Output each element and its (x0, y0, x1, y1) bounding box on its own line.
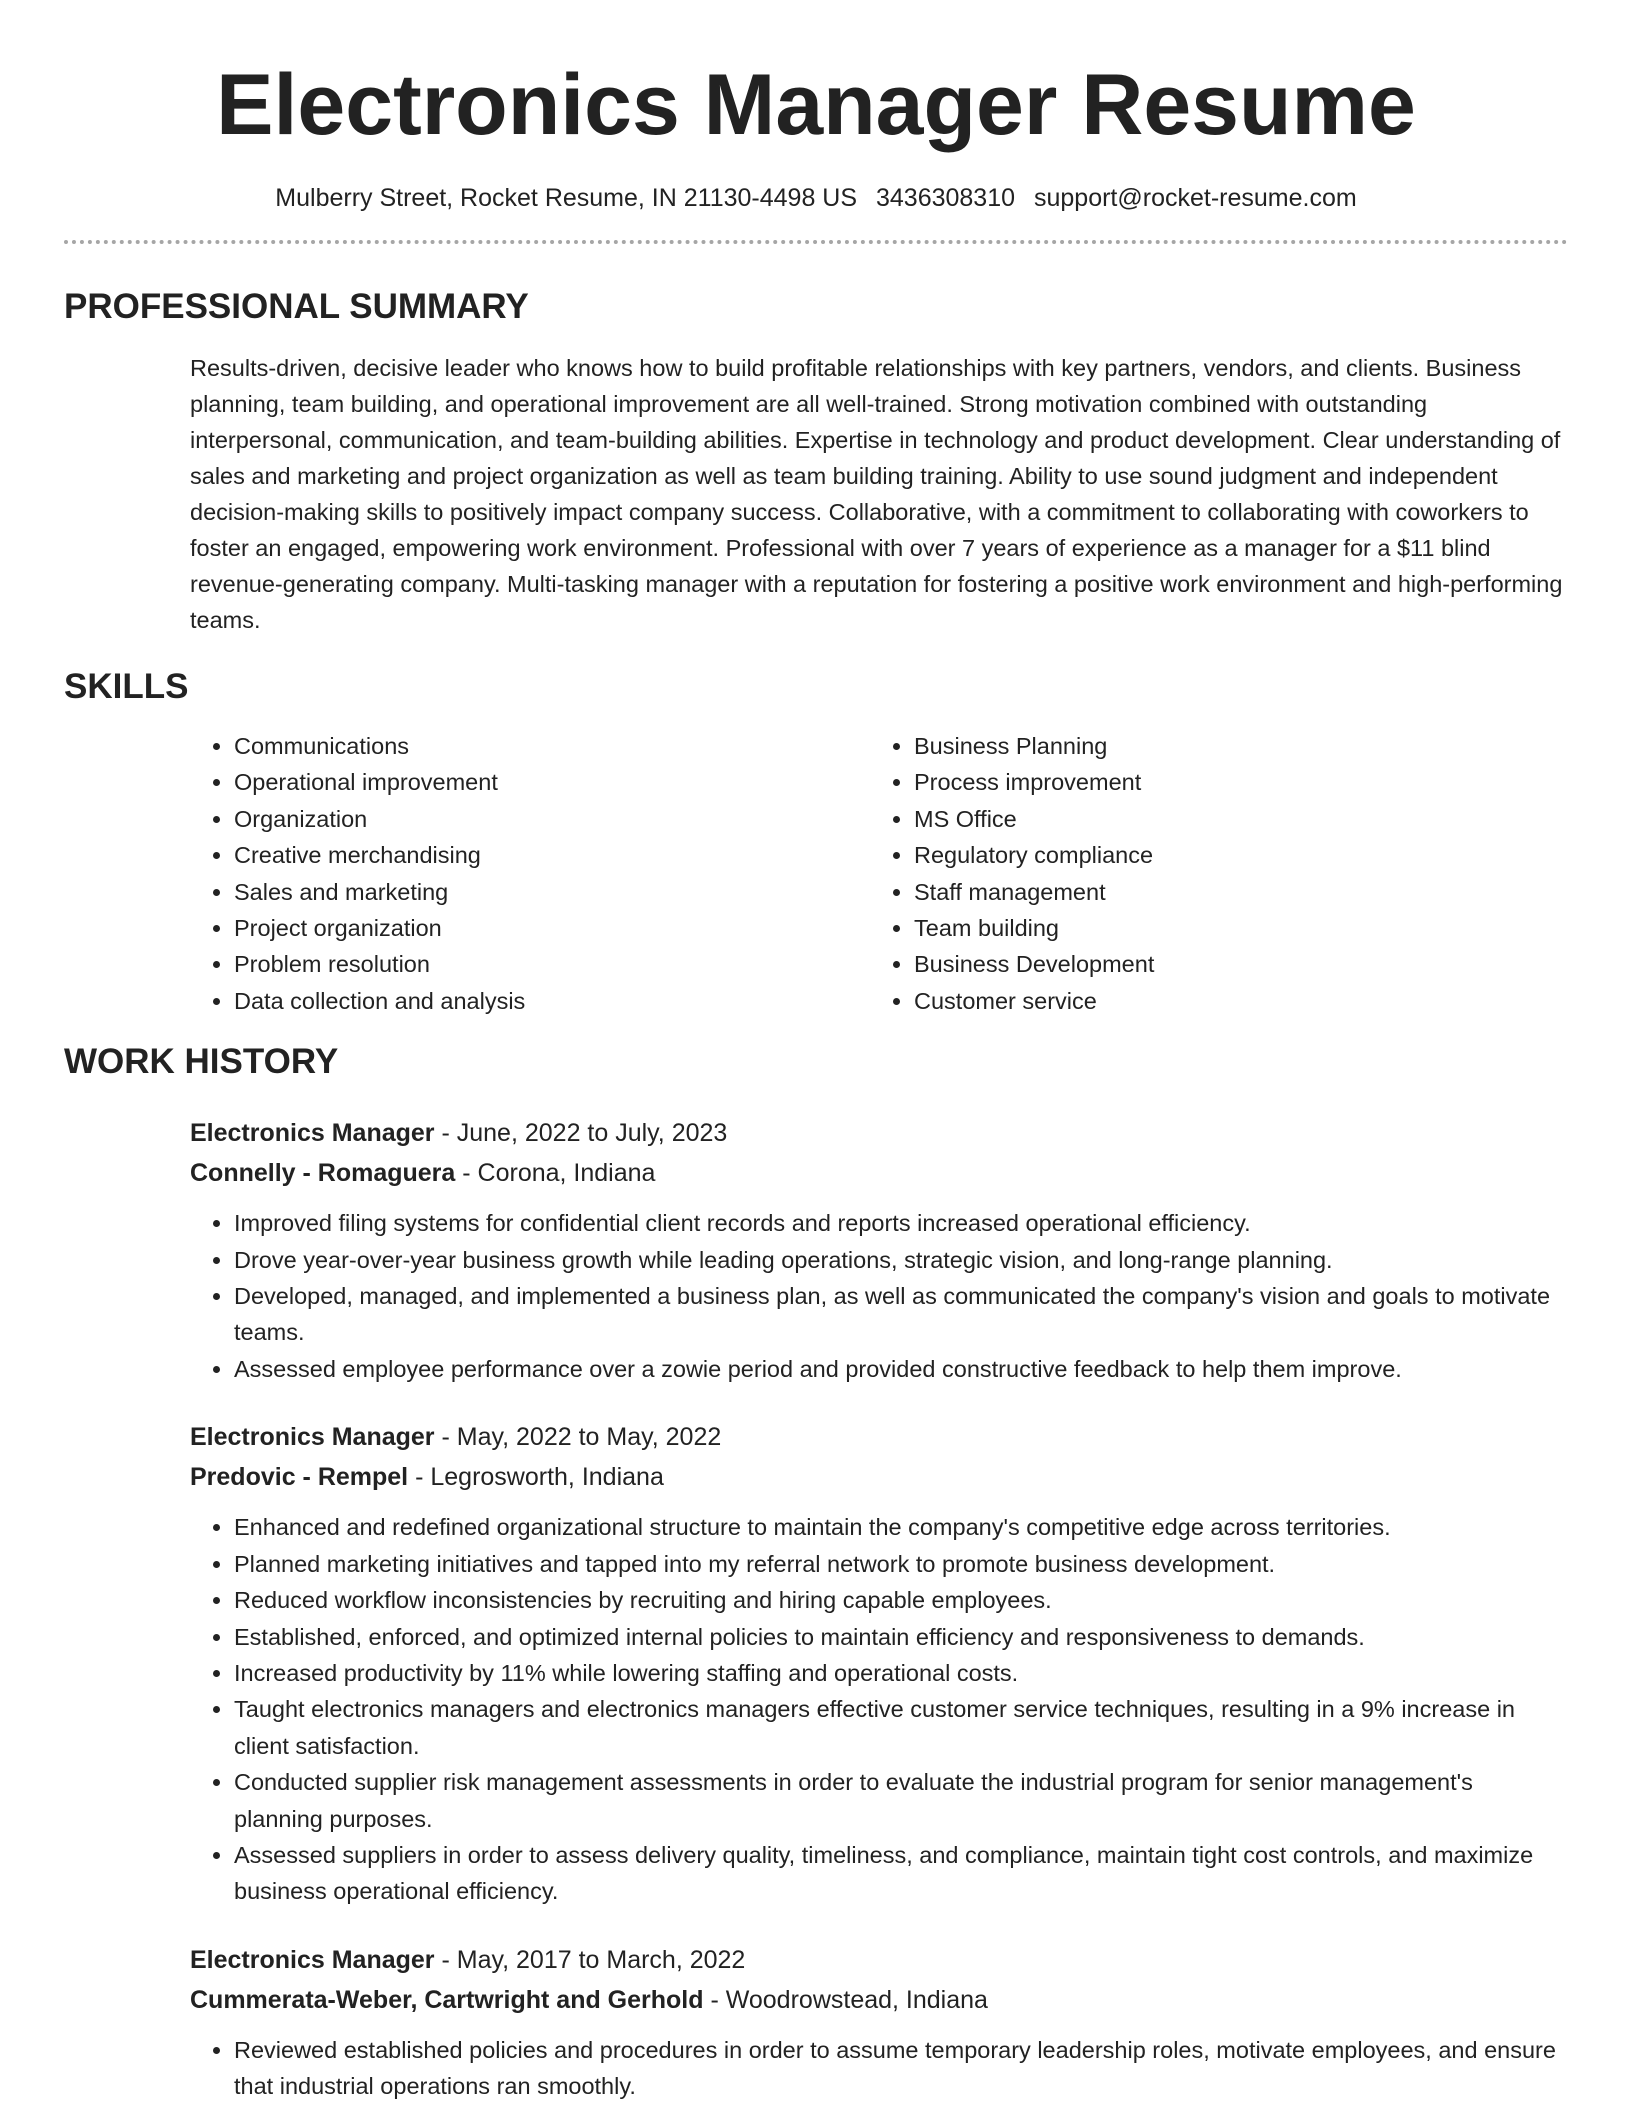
section-title-skills: SKILLS (64, 667, 189, 706)
contact-email: support@rocket-resume.com (1033, 184, 1357, 212)
job-bullet: • Drove year-over-year business growth while leading operations, strategic vision, and long-range planning. (234, 1242, 1568, 1278)
job-company-line (190, 1457, 1568, 1497)
skill-item: • Sales and marketing (234, 874, 870, 910)
skill-item: • Organization (234, 801, 870, 837)
skills-column-left (190, 728, 870, 1019)
job-bullets (190, 1205, 1568, 1387)
job-bullet: • Improved filing systems for confidential client records and reports increased operational efficiency. (234, 1205, 1568, 1241)
job-location: - Woodrowstead, Indiana (703, 1985, 988, 2014)
job-entry (190, 1113, 1568, 1387)
skills-list (190, 728, 1568, 1019)
skill-item: • Problem resolution (234, 946, 870, 982)
job-bullet: • Planned marketing initiatives and tapped into my referral network to promote business development. (234, 1546, 1568, 1582)
job-role: Electronics Manager (190, 1119, 435, 1148)
job-role: Electronics Manager (190, 1945, 435, 1974)
job-company: Predovic - Rempel (190, 1463, 409, 1492)
job-bullets (190, 1509, 1568, 1909)
job-title-line (190, 1940, 1568, 1980)
skill-item: • Business Planning (914, 728, 1514, 764)
skill-item: • Operational improvement (234, 764, 870, 800)
skill-item: • Team building (914, 910, 1514, 946)
skill-item: • Regulatory compliance (914, 837, 1514, 873)
contact-phone: 3436308310 (875, 184, 1016, 212)
job-company: Connelly - Romaguera (190, 1159, 456, 1188)
job-bullet: • Increased productivity by 11% while lowering staffing and operational costs. (234, 1655, 1568, 1691)
job-location: - Corona, Indiana (455, 1159, 656, 1188)
skill-item: • Creative merchandising (234, 837, 870, 873)
job-dates: - May, 2017 to March, 2022 (434, 1945, 746, 1974)
job-bullet: • Developed, managed, and implemented a business plan, as well as communicated the company's vision and goals to motivate teams. (234, 1278, 1568, 1351)
job-bullet: • Assessed suppliers in order to assess delivery quality, timeliness, and compliance, maintain tight cost controls, and maximize business operational efficiency. (234, 1837, 1568, 1910)
job-role: Electronics Manager (190, 1423, 435, 1452)
job-bullet: • Reviewed established policies and procedures in order to assume temporary leadership roles, motivate employees, and ensure that industrial operations ran smoothly. (234, 2032, 1568, 2105)
job-title-line (190, 1113, 1568, 1153)
skill-item: • Business Development (914, 946, 1514, 982)
job-title-line (190, 1417, 1568, 1457)
header-divider (64, 240, 1568, 244)
job-dates: - June, 2022 to July, 2023 (434, 1119, 728, 1148)
skills-column-right (870, 728, 1514, 1019)
job-dates: - May, 2022 to May, 2022 (434, 1423, 722, 1452)
job-entry (190, 1417, 1568, 1909)
skill-item: • Communications (234, 728, 870, 764)
skill-item: • Process improvement (914, 764, 1514, 800)
summary-paragraph: Results-driven, decisive leader who knows how to build profitable relationships with key partners, vendors, and clients. Business planning, team building, and operational improvement are all well-trained. Strong motivation combined with outstanding interpersonal, communication, and team-building abilities. Expertise in technology and product development. Clear understanding of sales and marketing and project organization as well as team building training. Ability to use sound judgment and independent decision-making skills to positively impact company success. Collaborative, with a commitment to collaborating with coworkers to foster an engaged, empowering work environment. Professional with over 7 years of experience as a manager for a $11 blind revenue-generating company. Multi-tasking manager with a reputation for fostering a positive work environment and high-performing teams. (190, 355, 1563, 633)
job-bullet: • Established, enforced, and optimized internal policies to maintain efficiency and responsiveness to demands. (234, 1619, 1568, 1655)
section-title-summary: PROFESSIONAL SUMMARY (64, 287, 529, 326)
skill-item: • Customer service (914, 983, 1514, 1019)
skill-item: • MS Office (914, 801, 1514, 837)
skill-item: • Data collection and analysis (234, 983, 870, 1019)
section-title-work-history: WORK HISTORY (64, 1042, 339, 1082)
job-bullet: • Conducted supplier risk management assessments in order to evaluate the industrial program for senior management's planning purposes. (234, 1764, 1568, 1837)
skill-item: • Staff management (914, 874, 1514, 910)
job-company: Cummerata-Weber, Cartwright and Gerhold (190, 1985, 704, 2014)
skill-item: • Project organization (234, 910, 870, 946)
job-bullets (190, 2032, 1568, 2105)
job-bullet: • Taught electronics managers and electronics managers effective customer service techniques, resulting in a 9% increase in client satisfaction. (234, 1691, 1568, 1764)
contact-line (64, 182, 1568, 214)
contact-address: Mulberry Street, Rocket Resume, IN 21130-4498 US (275, 184, 858, 212)
job-entry (190, 1940, 1568, 2105)
job-location: - Legrosworth, Indiana (408, 1463, 664, 1492)
job-bullet: • Reduced workflow inconsistencies by recruiting and hiring capable employees. (234, 1582, 1568, 1618)
job-company-line (190, 1980, 1568, 2020)
job-bullet: • Assessed employee performance over a zowie period and provided constructive feedback to help them improve. (234, 1351, 1568, 1387)
job-company-line (190, 1153, 1568, 1193)
resume-title: Electronics Manager Resume (216, 57, 1416, 153)
job-bullet: • Enhanced and redefined organizational structure to maintain the company's competitive edge across territories. (234, 1509, 1568, 1545)
